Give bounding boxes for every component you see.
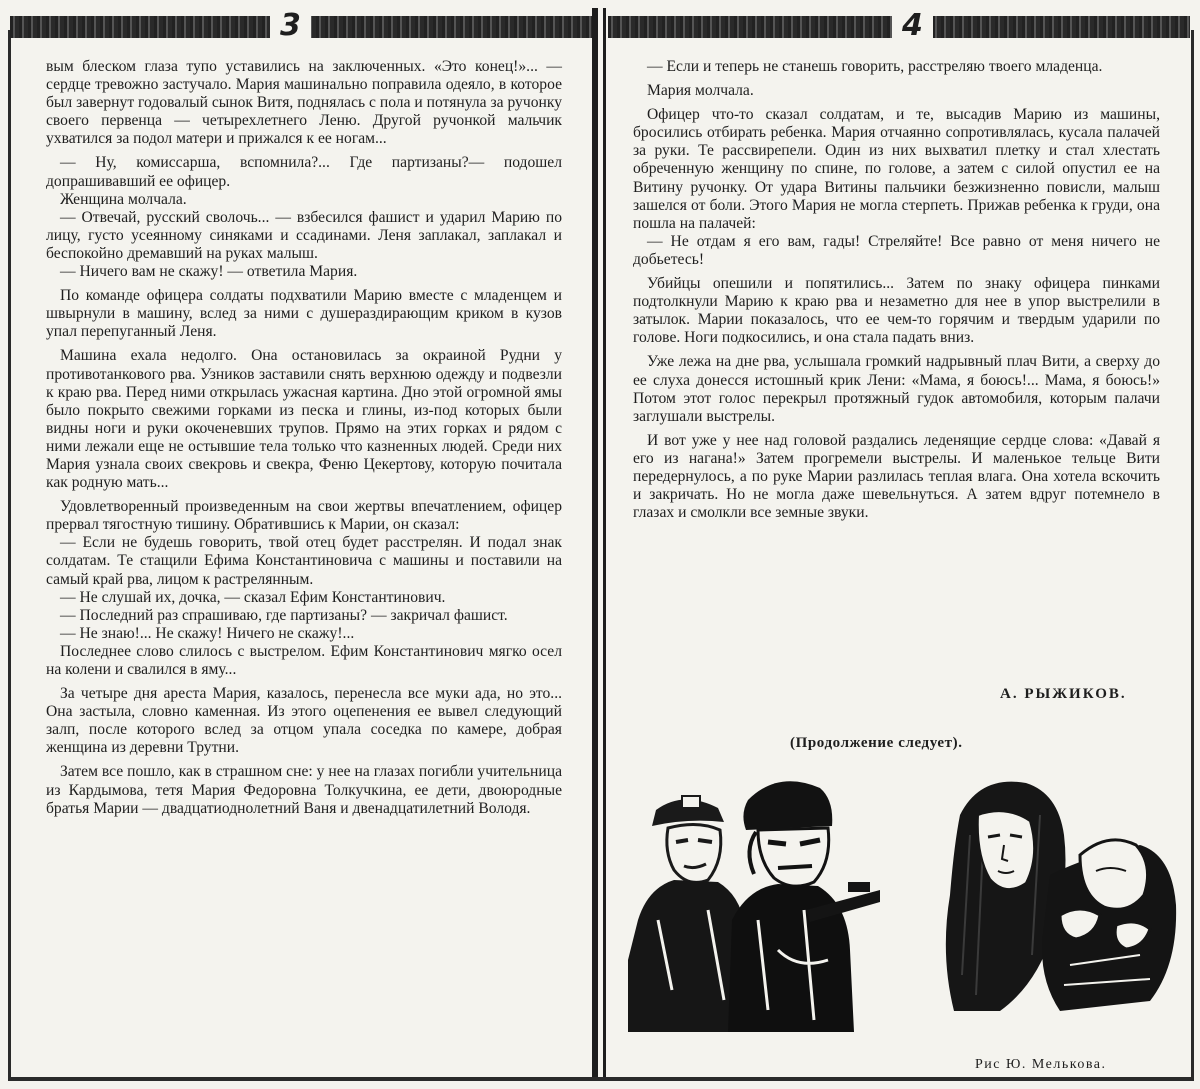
left-article-column (46, 58, 562, 818)
paragraph: За четыре дня ареста Мария, казалось, перенесла все муки ада, но это... Она застыла, словно каменная. Из этого оцепенения ее вывел следующий залп, после которого вслед за отцом упала соседка по камере, добрая женщина из деревни Трутни. (46, 685, 562, 757)
paragraph: Мария молчала. (647, 82, 754, 100)
paragraph: Женщина молчала. (60, 190, 187, 208)
page-number-right: 4 (892, 8, 933, 44)
paragraph: — Ничего вам не скажу! — ответила Мария. (60, 263, 358, 281)
paragraph: — Не отдам я его вам, гады! Стреляйте! Все равно от меня ничего не добьетесь! (633, 232, 1160, 268)
left-border (8, 30, 11, 1079)
paragraph: — Отвечай, русский сволочь... — взбесился фашист и ударил Марию по лицу, густо усеянному синяками и ссадинами. Леня заплакал, заплакал и беспокойно дремавший на руках малыш. (46, 208, 562, 262)
paragraph: По команде офицера солдаты подхватили Марию вместе с младенцем и швырнули в машину, вслед за ними с душераздирающим криком в кузов упал перепуганный Леня. (46, 287, 562, 341)
paragraph: — Не слушай их, дочка, — сказал Ефим Константинович. (60, 588, 446, 606)
paragraph: Уже лежа на дне рва, услышала громкий надрывный плач Вити, а сверху до ее слуха донесся истошный крик Лени: «Мама, я боюсь!... Мама, я боюсь!» Потом этот голос перекрыл протяжный гудок автомобиля, которым палачи заглушали выстрелы. (633, 353, 1160, 425)
column-divider-thin (603, 8, 606, 1081)
soldiers-illustration (628, 770, 880, 1032)
paragraph: вым блеском глаза тупо уставились на заключенных. «Это конец!»... — сердце тревожно застучало. Мария машинально поправила одеяло, в которое был завернут годовалый сынок Витя, поднялась с пола и потянула за ручонку своего первенца — четырехлетнего Леню. Другой ручонкой мальчик ухватился за подол матери и прижался к ее ногам... (46, 58, 562, 148)
mother-with-child-illustration (940, 775, 1178, 1015)
paragraph: Удовлетворенный произведенным на свои жертвы впечатлением, офицер прервал тягостную тишину. Обратившись к Марии, он сказал: (46, 498, 562, 534)
bottom-rule (8, 1077, 1194, 1081)
paragraph: Последнее слово слилось с выстрелом. Ефим Константинович мягко осел на колени и свалился в яму... (46, 642, 562, 678)
paragraph: Офицер что-то сказал солдатам, и те, высадив Марию из машины, бросились отбирать ребенка. Мария отчаянно сопротивлялась, кусала палачей за руки. Те рассвирепели. Один из них выхватил плетку и стал хлестать обреченную женщину по спине, по голове, а затем с силой опустил ее на Витину ручонку. От удара Витины пальчики безжизненно повисли, малыш зашелся от боли. Этого Мария не могла стерпеть. Прижав ребенка к груди, она пошла на палачей: (633, 106, 1160, 232)
paragraph: И вот уже у нее над головой раздались леденящие сердце слова: «Давай я его из нагана!» Затем прогремели выстрелы. И маленькое тельце Вити передернулось, а по руке Марии разлилась теплая влага. Она хотела вскочить и закричать. Но не могла даже шевельнуться. А затем вдруг потемнело в глазах и смолкли все земные звуки. (633, 431, 1160, 522)
paragraph: Машина ехала недолго. Она остановилась за окраиной Рудни у противотанкового рва. Узников заставили снять верхнюю одежду и подвезли к краю рва. Перед ними открылась ужасная картина. Дно этой огромной ямы было покрыто свежими горками из песка и глины, из-под которых были видны ноги и руки окоченевших трупов. Прямо на этих горках и рядом с ними лежали еще не остывшие тела только что казненных людей. Среди них Мария узнала своих свекровь и свекра, Феню Цекертову, которую почитала как родную мать... (46, 347, 562, 492)
paragraph: — Не знаю!... Не скажу! Ничего не скажу!... (60, 624, 355, 642)
paragraph: — Последний раз спрашиваю, где партизаны? — закричал фашист. (60, 606, 508, 624)
column-divider-thick (592, 8, 598, 1081)
paragraph: Убийцы опешили и попятились... Затем по знаку офицера пинками подтолкнули Марию к краю рва и незаметно для нее в упор выстрелили в затылок. Марии показалось, что ее чем-то горячим и твердым ударили по голове. Ноги подкосились, и она стала падать вниз. (633, 275, 1160, 347)
page-number-left: 3 (270, 8, 311, 44)
right-border (1191, 30, 1194, 1079)
to-be-continued-note: (Продолжение следует). (790, 735, 963, 751)
article-author: А. РЫЖИКОВ. (1000, 686, 1127, 702)
paragraph: — Ну, комиссарша, вспомнила?... Где партизаны?— подошел допрашивавший ее офицер. (46, 154, 562, 190)
paragraph: — Если не будешь говорить, твой отец будет расстрелян. И подал знак солдатам. Те стащили Ефима Константиновича с машины и поставили на самый край рва, лицом к растрелянным. (46, 534, 562, 588)
right-article-column (633, 58, 1160, 522)
illustration-credit: Рис Ю. Мелькова. (975, 1057, 1107, 1072)
paragraph: Затем все пошло, как в страшном сне: у нее на глазах погибли учительница из Кардымова, тетя Мария Федоровна Толкучкина, ее дети, двоюродные братья Марии — двадцатиоднолетний Ваня и двенадцатилетний Володя. (46, 763, 562, 817)
paragraph: — Если и теперь не станешь говорить, расстреляю твоего младенца. (647, 58, 1103, 75)
